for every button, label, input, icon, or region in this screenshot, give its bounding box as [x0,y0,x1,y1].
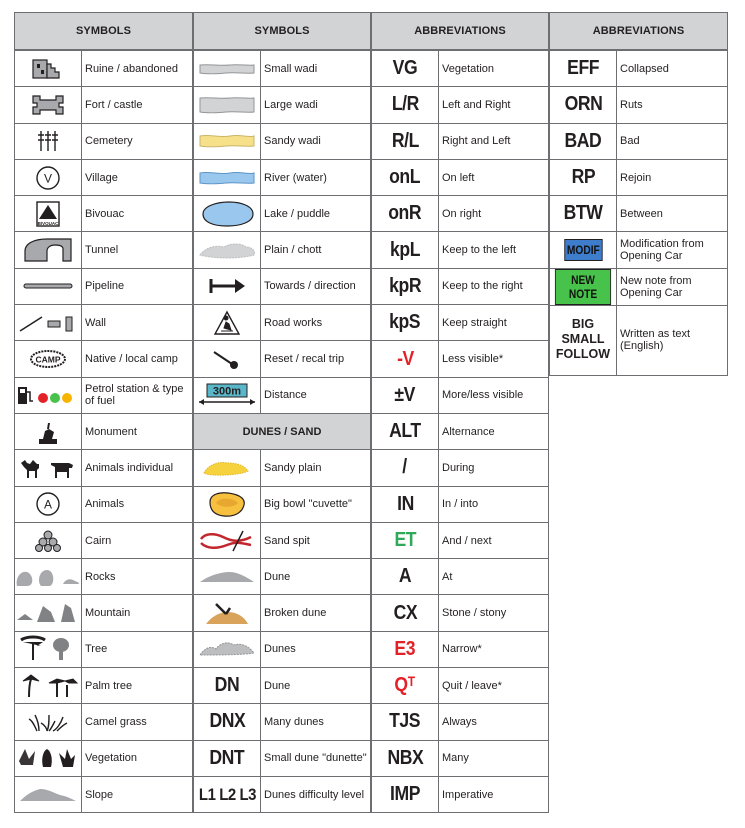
legend-label: Sand spit [261,522,371,558]
legend-row [15,668,193,704]
legend-symbol [15,305,82,341]
legend-symbol [550,305,617,375]
svg-text:BIVOUAC: BIVOUAC [37,220,59,226]
legend-symbol [15,413,82,449]
legend-label: Fort / castle [82,87,193,123]
legend-symbol [372,450,439,486]
legend-row [372,341,549,377]
legend-symbol [194,668,261,704]
legend-label: During [439,450,549,486]
abbreviation-code: L1 L2 L3 [198,784,256,804]
legend-label: Vegetation [82,740,193,776]
legend-symbol [15,704,82,740]
legend-row [194,668,371,704]
legend-row [15,232,193,268]
legend-symbol [372,51,439,87]
legend-label: Plain / chott [261,232,371,268]
abbreviation-code: ORN [564,93,602,116]
legend-label: Village [82,159,193,195]
legend-label: Right and Left [439,123,549,159]
legend-symbol [194,559,261,595]
legend-symbol [15,87,82,123]
legend-symbol [372,268,439,304]
legend-row [15,450,193,486]
legend-label: Sandy plain [261,450,371,486]
legend-symbol [550,232,617,268]
legend-row [372,486,549,522]
abbreviation-code: IN [396,492,414,515]
legend-label: Narrow* [439,631,549,667]
abbreviation-code: BTW [563,202,603,225]
abbreviations-column-1 [371,12,549,813]
legend-symbol [372,631,439,667]
legend-row [194,704,371,740]
abbreviation-code: CX [393,601,417,624]
legend-label: Animals [82,486,193,522]
legend-symbol [372,595,439,631]
legend-row [15,341,193,377]
abbreviation-code: EFF [567,57,599,80]
abbreviation-code: -V [396,347,414,370]
legend-label: Cemetery [82,123,193,159]
legend-label: Monument [82,413,193,449]
dune-icon [194,570,260,584]
legend-symbol [15,196,82,232]
abbreviation-code: DN [214,674,240,697]
legend-label: Modification from Opening Car [617,232,728,268]
abbreviation-code: IMP [390,783,420,806]
animals-icon [15,491,81,517]
legend-label: Animals individual [82,450,193,486]
legend-label: Collapsed [617,51,728,87]
legend-row [194,305,371,341]
column-header: ABBREVIATIONS [550,13,728,50]
legend-symbol [550,123,617,159]
abbreviation-code: VG [392,57,418,80]
svg-text:V: V [43,171,53,186]
legend-symbol [15,631,82,667]
abbreviation-code: kpL [390,238,420,261]
legend-symbol [194,123,261,159]
legend-symbol [372,159,439,195]
legend-row [372,522,549,558]
village-icon [15,165,81,191]
legend-label: And / next [439,522,549,558]
abbreviation-code: Qᵀ [394,674,416,697]
abbreviation-code: BAD [564,129,602,152]
legend-symbol [15,268,82,304]
legend-label: On right [439,196,549,232]
legend-symbol [372,305,439,341]
legend-label: Small dune "dunette" [261,740,371,776]
fort-icon [15,94,81,116]
legend-label: Imperative [439,776,549,812]
legend-row [372,595,549,631]
legend-row [15,51,193,87]
mountain-icon [15,602,81,624]
legend-label: Tree [82,631,193,667]
legend-label: Keep straight [439,305,549,341]
section-header [194,413,371,449]
legend-symbol [194,51,261,87]
legend-row [194,595,371,631]
legend-row [550,196,728,232]
legend-label: Stone / stony [439,595,549,631]
column-header: SYMBOLS [194,13,371,50]
pipeline-icon [15,281,81,291]
legend-label: Large wadi [261,87,371,123]
petrol-station-icon [15,384,81,406]
legend-row [194,776,371,812]
legend-row [15,196,193,232]
legend-row [372,123,549,159]
legend-row [15,413,193,449]
column-header: SYMBOLS [15,13,193,50]
legend-row [194,196,371,232]
legend-label: Pipeline [82,268,193,304]
symbols-column-2 [193,12,371,813]
legend-symbol [372,776,439,812]
legend-symbol [194,776,261,812]
legend-symbol [15,776,82,812]
legend-row [15,268,193,304]
legend-label: Lake / puddle [261,196,371,232]
legend-label: Petrol station & type of fuel [82,377,193,413]
palm-tree-icon [15,673,81,699]
tag-label: NEW NOTE [555,269,611,305]
symbols-column-1 [14,12,193,813]
reset-trip-icon [194,348,260,370]
road-works-icon [194,310,260,336]
abbreviation-code: L/R [391,93,419,116]
plain-icon [194,241,260,259]
legend-row [372,305,549,341]
legend-row [194,522,371,558]
rocks-icon [15,566,81,588]
legend-label: Road works [261,305,371,341]
abbreviations-column-2 [549,12,728,376]
legend-row [372,776,549,812]
legend-symbol [15,486,82,522]
legend-symbol [15,123,82,159]
legend-label: Camel grass [82,704,193,740]
legend-symbol [194,341,261,377]
legend-row [15,631,193,667]
legend-symbol [550,268,617,305]
legend-row [194,268,371,304]
legend-row [194,51,371,87]
cairn-icon [15,530,81,552]
legend-label: Many dunes [261,704,371,740]
svg-text:300m: 300m [212,385,242,398]
legend-symbol [15,377,82,413]
legend-label: Vegetation [439,51,549,87]
monument-icon [15,419,81,445]
legend-symbol [550,51,617,87]
abbreviation-code: RP [571,166,595,189]
legend-symbol [15,51,82,87]
legend-symbol [15,522,82,558]
legend-symbol [15,559,82,595]
legend-row [194,740,371,776]
legend-row [15,595,193,631]
legend-row [15,159,193,195]
abbreviation-code: ALT [389,420,421,443]
abbreviation-code: ±V [394,383,416,406]
legend-label: River (water) [261,159,371,195]
abbreviation-code: R/L [391,129,419,152]
legend-row [372,377,549,413]
legend-row [372,159,549,195]
legend-label: Dune [261,668,371,704]
legend-row [372,87,549,123]
column-header: ABBREVIATIONS [372,13,549,50]
camp-icon [15,349,81,369]
legend-symbol [372,341,439,377]
legend-label: Mountain [82,595,193,631]
legend-row [372,232,549,268]
legend-label: Bad [617,123,728,159]
legend-row [194,341,371,377]
small-wadi-icon [194,62,260,76]
legend-symbol [372,413,439,449]
legend-label: Between [617,196,728,232]
legend-label: Tunnel [82,232,193,268]
legend-row [194,159,371,195]
abbreviation-code: A [398,565,412,588]
legend-symbol [15,740,82,776]
legend-symbol [372,740,439,776]
vegetation-icon [15,747,81,769]
abbreviation-code: onR [388,202,422,225]
legend-symbol [15,450,82,486]
legend-label: Keep to the right [439,268,549,304]
tree-icon [15,636,81,662]
abbreviation-code: DNX [209,710,245,733]
abbreviation-code: TJS [389,710,421,733]
legend-label: Many [439,740,549,776]
legend-label: Ruine / abandoned [82,51,193,87]
wall-icon [15,313,81,333]
legend-label: Bivouac [82,196,193,232]
legend-symbol [372,668,439,704]
legend-row [15,123,193,159]
legend-row [372,559,549,595]
legend-label: In / into [439,486,549,522]
legend-row [372,668,549,704]
legend-symbol [194,704,261,740]
legend-row [372,450,549,486]
legend-row [372,740,549,776]
legend-label: Distance [261,377,371,413]
legend-row [15,305,193,341]
legend-label: Rejoin [617,159,728,195]
legend-row [194,631,371,667]
legend-symbol [194,486,261,522]
bivouac-icon [15,201,81,227]
legend-label: Written as text (English) [617,305,728,375]
big-bowl-icon [194,490,260,518]
legend-row [550,305,728,375]
legend-row [15,87,193,123]
legend-label: On left [439,159,549,195]
slope-icon [15,787,81,803]
legend-label: Always [439,704,549,740]
legend-row [194,123,371,159]
legend-symbol [194,268,261,304]
legend-symbol [372,704,439,740]
legend-label: Reset / recal trip [261,341,371,377]
legend-symbol [194,450,261,486]
distance-icon [194,383,260,407]
legend-label: Ruts [617,87,728,123]
legend-symbol [194,305,261,341]
legend-row [372,704,549,740]
legend-row [194,486,371,522]
legend-label: Towards / direction [261,268,371,304]
legend-row [15,522,193,558]
legend-symbol [15,668,82,704]
legend-symbol [372,522,439,558]
legend-row [550,159,728,195]
legend-label: Wall [82,305,193,341]
legend-symbol [372,87,439,123]
svg-text:A: A [43,497,53,512]
legend-label: Dune [261,559,371,595]
legend-row [194,559,371,595]
tag-label: MODIF [564,239,602,261]
sandy-plain-icon [194,459,260,477]
abbreviation-code: ET [394,529,416,551]
legend-label: New note from Opening Car [617,268,728,305]
dunes-icon [194,641,260,657]
legend-label: Alternance [439,413,549,449]
legend-symbol [194,377,261,413]
abbreviation-code: kpS [389,311,421,334]
legend-row [550,51,728,87]
legend-row [194,450,371,486]
tunnel-icon [15,237,81,263]
legend-symbol [194,159,261,195]
legend-symbol [372,123,439,159]
abbreviation-code: DNT [209,746,245,769]
abbreviation-code: onL [389,166,421,189]
abbreviation-code: kpR [389,274,421,297]
abbreviation-code: E3 [394,637,416,660]
svg-text:CAMP: CAMP [35,354,61,365]
legend-symbol [194,740,261,776]
legend-label: Broken dune [261,595,371,631]
legend-row [15,740,193,776]
legend-symbol [372,486,439,522]
sand-spit-icon [194,529,260,553]
legend-row [372,413,549,449]
legend-label: Quit / leave* [439,668,549,704]
legend-row [15,776,193,812]
broken-dune-icon [194,600,260,626]
legend-symbol [372,559,439,595]
legend-row [372,268,549,304]
legend-label: Cairn [82,522,193,558]
text-sample: BIG SMALL FOLLOW [555,317,611,362]
legend-label: Less visible* [439,341,549,377]
legend-symbol [372,196,439,232]
legend-label: Small wadi [261,51,371,87]
abbreviation-code: NBX [387,746,423,769]
legend-row [550,123,728,159]
abbreviation-code: / [402,456,408,479]
legend-row [15,377,193,413]
direction-arrow-icon [194,276,260,296]
legend-row [550,268,728,305]
legend-symbol [15,159,82,195]
legend-symbol [15,232,82,268]
legend-row [372,51,549,87]
legend-row [194,232,371,268]
legend-row [550,87,728,123]
legend-label: Dunes [261,631,371,667]
legend-symbol [194,631,261,667]
legend-label: Left and Right [439,87,549,123]
legend-symbol [15,341,82,377]
legend-label: At [439,559,549,595]
legend-symbol [194,595,261,631]
legend-label: Keep to the left [439,232,549,268]
legend-row [194,377,371,413]
legend-label: Native / local camp [82,341,193,377]
legend-symbol [194,522,261,558]
river-icon [194,170,260,186]
legend-row [15,559,193,595]
cemetery-icon [15,129,81,153]
legend-symbol [15,595,82,631]
legend-label: Sandy wadi [261,123,371,159]
animals-individual-icon [15,457,81,479]
legend-row [15,486,193,522]
dunes-sand-header: DUNES / SAND [194,413,371,449]
legend-label: Rocks [82,559,193,595]
legend-label: Slope [82,776,193,812]
ruin-icon [15,58,81,80]
legend-label: More/less visible [439,377,549,413]
legend-symbol [550,159,617,195]
lake-icon [194,200,260,228]
large-wadi-icon [194,96,260,114]
legend-symbol [372,377,439,413]
legend-row [372,196,549,232]
legend-row [15,704,193,740]
sandy-wadi-icon [194,133,260,149]
legend-row [372,631,549,667]
legend-row [194,87,371,123]
legend-row [550,232,728,268]
legend-symbol [194,196,261,232]
legend-label: Palm tree [82,668,193,704]
legend-symbol [372,232,439,268]
legend-symbol [194,87,261,123]
legend-symbol [550,196,617,232]
legend-symbol [550,87,617,123]
camel-grass-icon [15,711,81,733]
legend-label: Big bowl "cuvette" [261,486,371,522]
legend-label: Dunes difficulty level [261,776,371,812]
legend-symbol [194,232,261,268]
